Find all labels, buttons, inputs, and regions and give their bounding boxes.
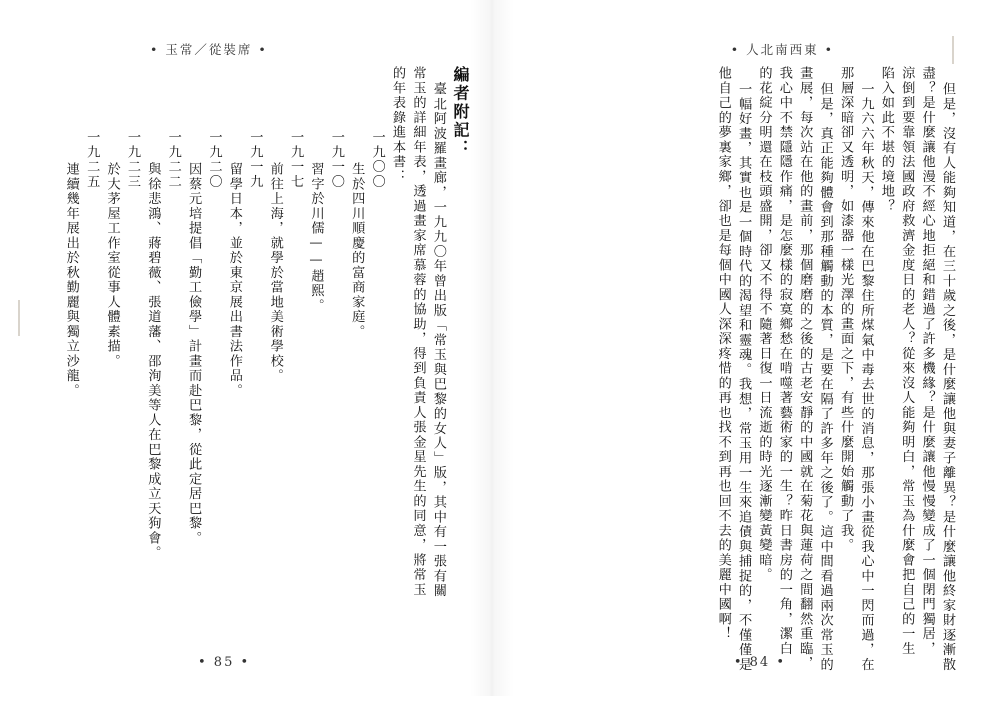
chronology-text: 於大茅屋工作室從事人體素描。: [104, 162, 120, 369]
paragraph-line: 的年表錄進本書：: [390, 66, 406, 184]
chronology-year: 一九二三: [124, 130, 140, 189]
chronology-year: 一九一七: [288, 130, 304, 189]
chronology-year: 一九〇〇: [369, 130, 385, 189]
paragraph-line: 那層深暗卻又透明，如漆器一樣光澤的畫面之下，有些什麼開始觸動了我。: [838, 66, 854, 553]
chronology-text: 因蔡元培提倡「勤工儉學」計畫而赴巴黎，從此定居巴黎。: [186, 162, 202, 546]
page-edge-mark: [952, 36, 954, 64]
running-head-right: • 人北南西東 •: [730, 42, 834, 57]
paragraph-line: 陷入如此不堪的境地？: [878, 66, 894, 214]
paragraph-line: 常玉的詳細年表，透過畫家席慕蓉的協助，得到負責人張金星先生的同意，將常玉: [410, 66, 426, 597]
paragraph-line: 但是，沒有人能夠知道，在三十歲之後，是什麼讓他與妻子離異？是什麼讓他終家財逐漸散: [940, 82, 955, 672]
page-number-left: • 85 •: [198, 655, 251, 670]
paragraph-line: 盡？是什麼讓他漫不經心地拒絕和錯過了許多機緣？是什麼讓他慢慢變成了一個閉門獨居，: [919, 66, 935, 656]
paragraph-line: 的花綻分明還在枝頭盛開，卻又不得不隨著日復一日流逝的時光逐漸變黃變暗。: [756, 66, 772, 583]
running-head-left: • 玉常／從裝席 •: [150, 42, 268, 57]
chronology-text: 習字於川儒——趙熙。: [308, 162, 324, 314]
left-page-text-block: [30, 66, 468, 640]
chronology-year: 一九一〇: [328, 130, 344, 189]
paragraph-line: 臺北阿波羅畫廊，一九九〇年曾出版「常玉與巴黎的女人」版，其中有一張有關: [430, 82, 446, 599]
paragraph-line: 一九六六年秋天，傳來他在巴黎住所煤氣中毒去世的消息，那張小畫從我心中一閃而過，在: [858, 82, 874, 672]
paragraph-line: 一幅好畫，其實也是一個時代的渴望和靈魂。我想，常玉用一生來追債與捕捉的，不僅僅是: [736, 82, 752, 672]
chronology-year: 一九二五: [84, 130, 100, 189]
chronology-year: 一九一九: [247, 130, 263, 189]
chronology-year: 一九二二: [165, 130, 181, 189]
page-number-right: • 84 •: [733, 655, 786, 670]
paragraph-line: 他自己的夢裏家鄉，卻也是每個中國人深深疼惜的再也找不到再也回不去的美麗中國啊！: [715, 66, 731, 642]
chronology-year: 一九二〇: [206, 130, 222, 189]
chronology-text: 前往上海，就學於當地美術學校。: [267, 162, 283, 384]
paragraph-line: 涼倒到要靠領法國政府救濟金度日的老人？從來沒人能夠明白，常玉為什麼會把自己的一生: [899, 66, 915, 656]
paragraph-line: 畫展，每次站在他的畫前，那個磨磨的之後的古老安靜的中國就在菊花與蓮荷之間翻然重臨，: [797, 66, 813, 671]
chronology-text: 與徐悲鴻、蔣碧薇、張道藩、邵洵美等人在巴黎成立天狗會。: [145, 162, 161, 561]
paragraph-line: 我心中不禁隱隱作痛，是怎麼樣的寂寞鄉愁在啃噬著藝術家的一生？昨日書房的一角，潔白: [776, 66, 792, 656]
chronology-text: 連續幾年展出於秋勤麗與獨立沙龍。: [63, 162, 79, 398]
paragraph-line: 但是，真正能夠體會到那種觸動的本質，是要在隔了許多年之後了。這中間看過兩次常玉的: [817, 82, 833, 672]
page-edge-mark: [18, 300, 20, 336]
chronology-text: 留學日本，並於東京展出書法作品。: [226, 162, 242, 398]
chronology-text: 生於四川順慶的富商家庭。: [349, 162, 365, 339]
page-left: [0, 0, 492, 696]
editor-note-heading: 編者附記：: [451, 66, 470, 158]
page-right: [492, 0, 984, 696]
